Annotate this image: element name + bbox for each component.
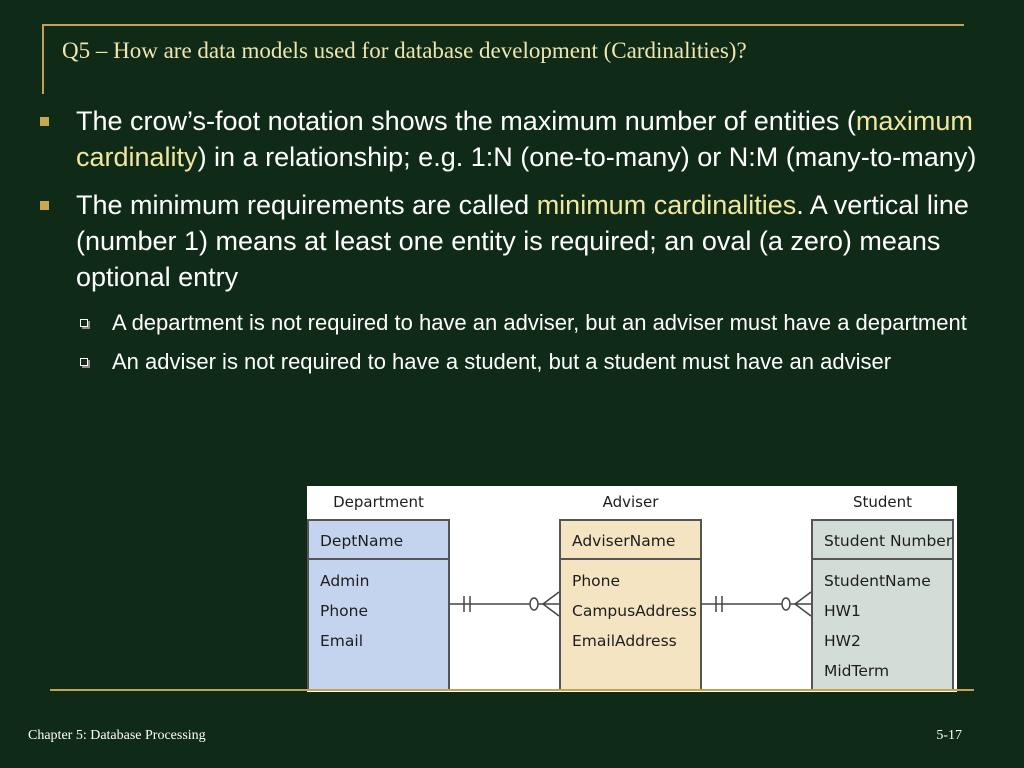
bullet-text: The crow’s-foot notation shows the maximum number of entities ( (76, 106, 856, 136)
zero-mark-icon (782, 598, 790, 610)
attribute: Email (320, 632, 364, 650)
attribute: HW1 (824, 602, 861, 620)
bullet-text: ) in a relationship; e.g. 1:N (one-to-many) or N:M (many-to-many) (197, 142, 977, 172)
sub-bullet-text: An adviser is not required to have a student, but a student must have an adviser (112, 349, 892, 374)
footer-rule (50, 689, 974, 691)
highlight-term: maximum cardinality (76, 106, 973, 172)
zero-mark-icon (530, 598, 538, 610)
hollow-square-bullet-icon (80, 319, 88, 327)
footer-page-number: 5-17 (936, 728, 962, 743)
attribute: DeptName (320, 532, 404, 550)
bullet-text: . A vertical line (number 1) means at least one entity is required; an oval (a zero) means optional entry (76, 190, 969, 292)
entity-label-student: Student (852, 493, 913, 511)
square-bullet-icon (40, 117, 49, 126)
attribute: CampusAddress (572, 602, 697, 620)
bullet-list (36, 103, 996, 385)
attribute: StudentName (824, 572, 931, 590)
relationship-lines (307, 486, 957, 692)
attribute: EmailAddress (572, 632, 677, 650)
attribute: Phone (572, 572, 621, 590)
sub-bullet-item (36, 346, 996, 377)
bullet-item (36, 187, 996, 295)
hollow-square-bullet-icon (80, 358, 88, 366)
bullet-text: The minimum requirements are called (76, 190, 537, 220)
title-frame-left-rule (42, 24, 44, 94)
bullet-item (36, 103, 996, 175)
attribute: AdviserName (572, 532, 676, 550)
attribute: HW2 (824, 632, 861, 650)
attribute: Admin (320, 572, 370, 590)
entity-label-adviser: Adviser (602, 493, 659, 511)
sub-bullet-item (36, 307, 996, 338)
attribute: Student Number (824, 532, 953, 550)
title-frame-top-rule (42, 24, 964, 26)
highlight-term: minimum cardinalities (536, 190, 797, 220)
attribute: MidTerm (824, 662, 890, 680)
slide-title: Q5 – How are data models used for database development (Cardinalities)? (62, 38, 747, 63)
attribute: Phone (320, 602, 369, 620)
square-bullet-icon (40, 201, 49, 210)
entity-label-department: Department (333, 493, 424, 511)
er-diagram (307, 486, 957, 692)
footer-chapter: Chapter 5: Database Processing (28, 728, 206, 743)
sub-bullet-text: A department is not required to have an adviser, but an adviser must have a department (112, 310, 967, 335)
